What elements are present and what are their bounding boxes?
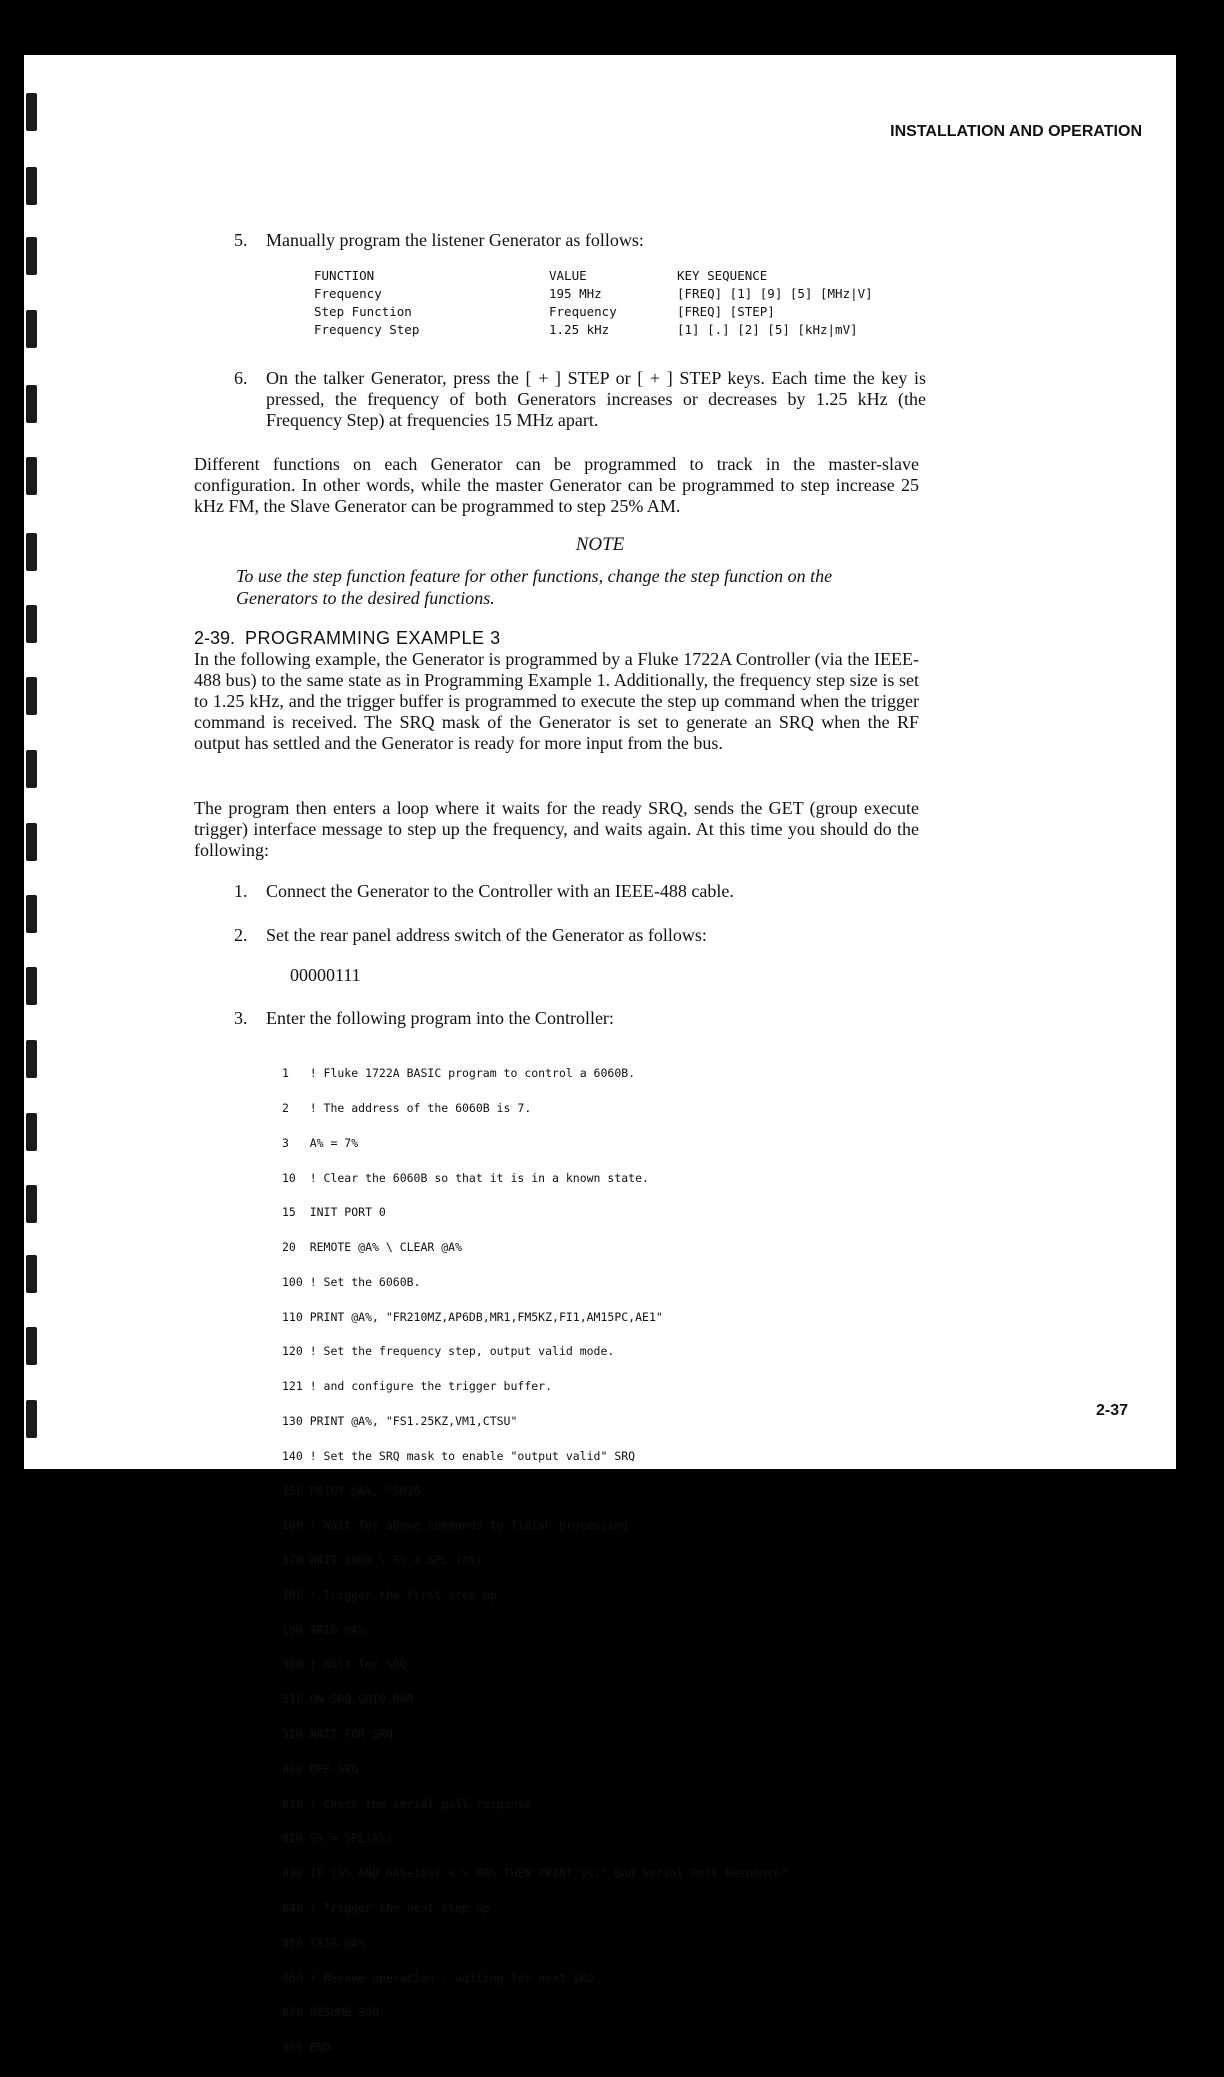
binding-hole bbox=[26, 93, 37, 131]
code-line: 830 IF (S% AND 64%+16%) < > 80% THEN PRINT s%;" Bad Serial Poll Response" bbox=[282, 1866, 788, 1881]
code-line: 170 WAIT 1000 \ S% = SPL (A%) bbox=[282, 1553, 483, 1568]
manual-page bbox=[24, 55, 1176, 2055]
note-title: NOTE bbox=[575, 534, 625, 555]
code-line: 2 ! The address of the 6060B is 7. bbox=[282, 1100, 532, 1115]
code-line: 120 ! Set the frequency step, output valid mode. bbox=[282, 1344, 615, 1359]
table-header: FUNCTION bbox=[314, 268, 375, 283]
table-cell: Frequency Step bbox=[314, 322, 420, 337]
binding-hole bbox=[26, 167, 37, 205]
binding-hole bbox=[26, 895, 37, 933]
code-line: 800 OFF SRQ bbox=[282, 1761, 359, 1776]
step-text: Connect the Generator to the Controller with an IEEE-488 cable. bbox=[266, 881, 734, 901]
code-line: 999 END bbox=[282, 2040, 331, 2055]
table-header: KEY SEQUENCE bbox=[677, 268, 768, 283]
table-header-row bbox=[314, 268, 873, 286]
code-line: 300 ! Wait for SRQ bbox=[282, 1657, 407, 1672]
binding-hole bbox=[26, 677, 37, 715]
section-number: 2-39. bbox=[194, 628, 236, 648]
code-line: 130 PRINT @A%, "FS1.25KZ,VM1,CTSU" bbox=[282, 1414, 518, 1428]
step-number: 1. bbox=[234, 881, 248, 901]
binding-hole bbox=[26, 310, 37, 348]
step-number: 5. bbox=[234, 230, 248, 250]
code-line: 140 ! Set the SRQ mask to enable "output valid" SRQ bbox=[282, 1448, 636, 1463]
code-line: 810 ! Check the serial poll response bbox=[282, 1796, 532, 1811]
table-row bbox=[314, 304, 873, 322]
table-cell: [FREQ] [1] [9] [5] [MHz|V] bbox=[677, 286, 873, 301]
note-text: To use the step function feature for other functions, change the step function on the Generators to the desired functions. bbox=[236, 566, 833, 608]
code-line: 121 ! and configure the trigger buffer. bbox=[282, 1379, 553, 1394]
binding-hole bbox=[26, 1255, 37, 1293]
code-line: 870 RESUME 300 bbox=[282, 2005, 379, 2020]
table-cell: 1.25 kHz bbox=[549, 322, 610, 337]
binding-hole bbox=[26, 1113, 37, 1151]
step-text: On the talker Generator, press the [ + ] STEP or [ + ] STEP keys. Each time the key is pressed, the frequency of both Generators increases or decreases by 1.25 kHz (the Frequency Step) at frequencies 15 MHz apart. bbox=[266, 368, 926, 430]
code-line: 190 TRIG @A% bbox=[282, 1622, 366, 1637]
section-title: PROGRAMMING EXAMPLE 3 bbox=[245, 628, 501, 648]
running-head: INSTALLATION AND OPERATION bbox=[890, 123, 1142, 140]
table-cell: [1] [.] [2] [5] [kHz|mV] bbox=[677, 322, 858, 337]
step-text: Manually program the listener Generator as follows: bbox=[266, 230, 644, 250]
page-number: 2-37 bbox=[1095, 1402, 1128, 1419]
binding-hole bbox=[26, 385, 37, 423]
code-line: 15 INIT PORT 0 bbox=[282, 1205, 386, 1220]
code-line: 860 ! Resume operation-- waiting for next SRQ bbox=[282, 1970, 594, 1985]
paragraph-example: In the following example, the Generator is programmed by a Fluke 1722A Controller (via the IEEE-488 bus) to the same state as in Programming Example 1. Additionally, the frequency step size is set to 1.25 kHz, and the trigger buffer is programmed to execute the step up command when the trigger command is received. The SRQ mask of the Generator is set to generate an SRQ when the RF output has settled and the Generator is ready for more input from the bus. bbox=[194, 649, 919, 753]
code-line: 1 ! Fluke 1722A BASIC program to control a 6060B. bbox=[282, 1066, 636, 1081]
code-line: 180 ! Trigger the first step up bbox=[282, 1587, 497, 1602]
step-number: 3. bbox=[234, 1008, 248, 1028]
binding-hole bbox=[26, 457, 37, 495]
code-line: 840 ! Trigger the next step up bbox=[282, 1900, 490, 1915]
step-text: Set the rear panel address switch of the Generator as follows: bbox=[266, 925, 707, 945]
code-line: 110 PRINT @A%, "FR210MZ,AP6DB,MR1,FM5KZ,FI1,AM15PC,AE1" bbox=[282, 1309, 663, 1324]
binding-hole bbox=[26, 1400, 37, 1438]
binding-hole bbox=[26, 1185, 37, 1223]
table-cell: 195 MHz bbox=[549, 286, 602, 301]
step-text: Enter the following program into the Controller: bbox=[266, 1008, 614, 1028]
section-heading bbox=[194, 628, 501, 649]
code-line: 320 WAIT FOR SRQ bbox=[282, 1727, 393, 1742]
basic-program-listing bbox=[282, 1045, 787, 2077]
table-cell: [FREQ] [STEP] bbox=[677, 304, 775, 319]
code-line: 20 REMOTE @A% \ CLEAR @A% bbox=[282, 1240, 463, 1255]
code-line: 820 S% = SPL(A%) bbox=[282, 1831, 393, 1846]
address-switch-value: 00000111 bbox=[290, 965, 361, 985]
code-line: 160 ! Wait for above commands to finish processing bbox=[282, 1518, 629, 1533]
binding-hole bbox=[26, 1327, 37, 1365]
binding-hole bbox=[26, 750, 37, 788]
table-cell: Step Function bbox=[314, 304, 412, 319]
binding-hole bbox=[26, 1040, 37, 1078]
table-header: VALUE bbox=[549, 268, 587, 283]
table-cell: Frequency bbox=[314, 286, 382, 301]
code-line: 100 ! Set the 6060B. bbox=[282, 1274, 421, 1289]
step-number: 6. bbox=[234, 368, 248, 388]
paragraph-functions: Different functions on each Generator can be programmed to track in the master-slave configuration. In other words, while the master Generator can be programmed to step increase 25 kHz FM, the Slave Generator can be programmed to step 25% AM. bbox=[194, 454, 919, 516]
binding-hole bbox=[26, 967, 37, 1005]
code-line: 150 PRINT @A%, "SM16" bbox=[282, 1483, 428, 1498]
binding-hole bbox=[26, 605, 37, 643]
code-line: 850 TRIG @A% bbox=[282, 1935, 366, 1950]
function-table bbox=[314, 268, 873, 340]
code-line: 3 A% = 7% bbox=[282, 1135, 359, 1150]
binding-holes bbox=[24, 55, 44, 1469]
table-cell: Frequency bbox=[549, 304, 617, 319]
paragraph-loop: The program then enters a loop where it waits for the ready SRQ, sends the GET (group execute trigger) interface message to step up the frequency, and waits again. At this time you should do the following: bbox=[194, 798, 919, 860]
binding-hole bbox=[26, 823, 37, 861]
table-row bbox=[314, 322, 873, 340]
step-number: 2. bbox=[234, 925, 248, 945]
table-row bbox=[314, 286, 873, 304]
binding-hole bbox=[26, 237, 37, 275]
code-line: 10 ! Clear the 6060B so that it is in a known state. bbox=[282, 1170, 649, 1185]
code-line: 310 ON SRQ GOTO 800 bbox=[282, 1692, 414, 1707]
